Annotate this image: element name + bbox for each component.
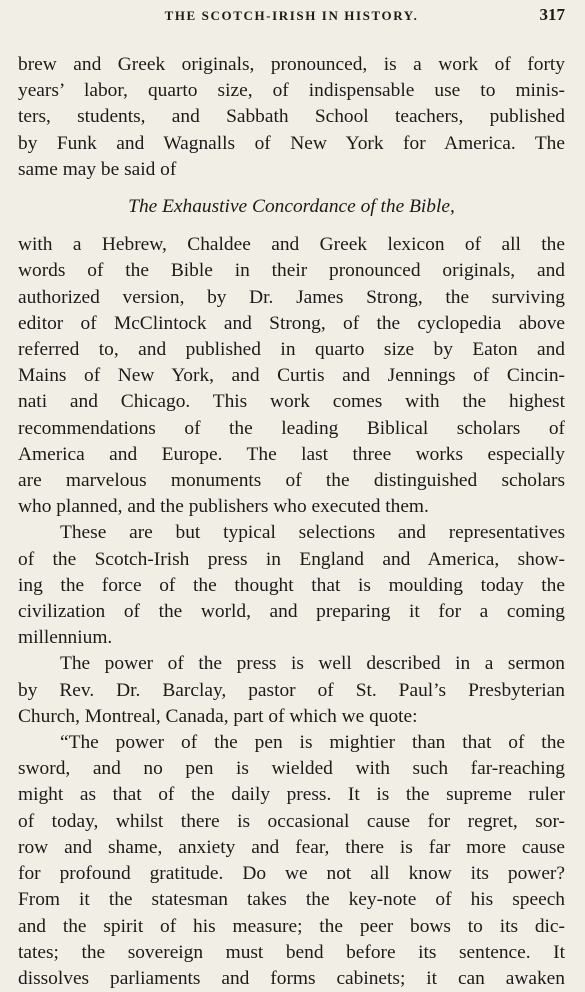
text-line: ters, students, and Sabbath School teachers, published <box>18 106 565 128</box>
text-line: Mains of New York, and Curtis and Jennings of Cincin- <box>18 365 565 387</box>
text-line: millennium. <box>18 627 113 649</box>
text-line: of the Scotch-Irish press in England and America, show- <box>18 548 565 570</box>
text-line: tates; the sovereign must bend before its sentence. It <box>18 941 565 963</box>
book-title: The Exhaustive Concordance of the Bible, <box>128 196 455 218</box>
paragraph-quotation <box>18 730 565 992</box>
text-line: row and shame, anxiety and fear, there is far more cause <box>18 836 565 858</box>
text-line: editor of McClintock and Strong, of the cyclopedia above <box>18 312 565 334</box>
text-line: civilization of the world, and preparing it for a coming <box>18 601 565 623</box>
text-line: “The power of the pen is mightier than that of the <box>60 732 565 754</box>
text-line: for profound gratitude. Do we not all know its power? <box>18 863 565 885</box>
paragraph-scotch-irish-press <box>18 520 565 651</box>
text-line: and the spirit of his measure; the peer bows to its dic- <box>18 915 565 937</box>
running-title: THE SCOTCH-IRISH IN HISTORY. <box>164 8 419 23</box>
text-line: might as that of the daily press. It is the supreme ruler <box>18 784 565 806</box>
text-line: recommendations of the leading Biblical scholars of <box>18 417 565 439</box>
text-line: America and Europe. The last three works especially <box>18 443 565 465</box>
paragraph-concordance <box>18 232 565 520</box>
text-line: with a Hebrew, Chaldee and Greek lexicon of all the <box>18 234 565 256</box>
text-line: of today, whilst there is occasional cause for regret, sor- <box>18 810 565 832</box>
text-line: These are but typical selections and representatives <box>60 522 565 544</box>
text-line: dissolves parliaments and forms cabinets; it can awaken <box>18 967 565 989</box>
text-line: From it the statesman takes the key-note of his speech <box>18 889 565 911</box>
text-line: same may be said of <box>18 158 177 180</box>
text-line: sword, and no pen is wielded with such far-reaching <box>18 758 565 780</box>
paragraph-continued <box>18 52 565 183</box>
paragraph-sermon-intro <box>18 651 565 730</box>
text-line: brew and Greek originals, pronounced, is a work of forty <box>18 54 565 75</box>
text-line: years’ labor, quarto size, of indispensable use to minis- <box>18 80 565 102</box>
body-text <box>18 52 565 992</box>
running-header <box>18 4 565 30</box>
text-line: ing the force of the thought that is moulding today the <box>18 574 565 596</box>
text-line: authorized version, by Dr. James Strong, the surviving <box>18 286 565 308</box>
text-line: referred to, and published in quarto size by Eaton and <box>18 339 565 361</box>
text-line: by Funk and Wagnalls of New York for America. The <box>18 132 565 154</box>
text-line: words of the Bible in their pronounced originals, and <box>18 260 565 282</box>
text-line: by Rev. Dr. Barclay, pastor of St. Paul’s Presbyterian <box>18 679 565 701</box>
text-line: Church, Montreal, Canada, part of which we quote: <box>18 705 418 727</box>
text-line: are marvelous monuments of the distinguished scholars <box>18 470 565 492</box>
text-line: The power of the press is well described in a sermon <box>60 653 565 675</box>
text-line: nati and Chicago. This work comes with the highest <box>18 391 565 413</box>
text-line: who planned, and the publishers who executed them. <box>18 496 429 518</box>
page-number: 317 <box>539 5 565 24</box>
